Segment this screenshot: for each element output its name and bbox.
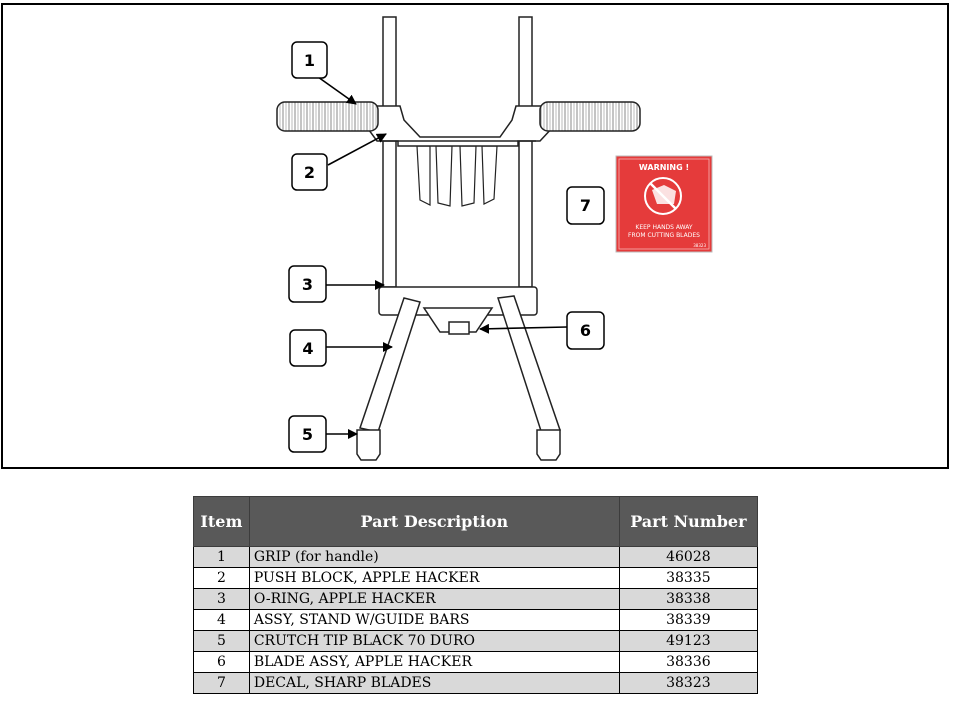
header-part-number: Part Number bbox=[619, 497, 757, 547]
cell-part-number: 38336 bbox=[619, 652, 757, 673]
table-row bbox=[194, 547, 758, 568]
cell-item: 1 bbox=[194, 547, 250, 568]
warning-decal bbox=[616, 156, 712, 252]
cell-description: DECAL, SHARP BLADES bbox=[249, 673, 619, 694]
left-crutch-tip bbox=[357, 430, 380, 460]
cell-description: CRUTCH TIP BLACK 70 DURO bbox=[249, 631, 619, 652]
cell-part-number: 38338 bbox=[619, 589, 757, 610]
cell-part-number: 38323 bbox=[619, 673, 757, 694]
right-crutch-tip bbox=[537, 430, 560, 460]
grips bbox=[277, 102, 640, 131]
callout-3 bbox=[289, 266, 326, 302]
table-row bbox=[194, 631, 758, 652]
cell-item: 3 bbox=[194, 589, 250, 610]
table-row bbox=[194, 673, 758, 694]
callout-5-label: 5 bbox=[301, 425, 314, 444]
cell-item: 6 bbox=[194, 652, 250, 673]
table-row bbox=[194, 568, 758, 589]
leader-2 bbox=[328, 134, 386, 165]
table-row bbox=[194, 610, 758, 631]
left-guide-bar bbox=[383, 17, 396, 287]
cell-description: ASSY, STAND W/GUIDE BARS bbox=[249, 610, 619, 631]
cell-part-number: 49123 bbox=[619, 631, 757, 652]
callout-6-label: 6 bbox=[579, 321, 592, 340]
push-block bbox=[366, 106, 554, 146]
decal-line1: KEEP HANDS AWAY bbox=[635, 224, 693, 231]
callout-2 bbox=[292, 154, 327, 190]
cell-description: BLADE ASSY, APPLE HACKER bbox=[249, 652, 619, 673]
header-description: Part Description bbox=[249, 497, 619, 547]
leader-1 bbox=[318, 77, 356, 104]
callout-5 bbox=[289, 416, 326, 452]
decal-code: 38323 bbox=[693, 243, 706, 248]
cell-item: 7 bbox=[194, 673, 250, 694]
cell-part-number: 46028 bbox=[619, 547, 757, 568]
left-leg bbox=[360, 298, 420, 432]
table-row bbox=[194, 652, 758, 673]
right-guide-bar bbox=[519, 17, 532, 287]
push-block-fins bbox=[417, 146, 497, 206]
table-row bbox=[194, 589, 758, 610]
cell-item: 5 bbox=[194, 631, 250, 652]
cell-item: 4 bbox=[194, 610, 250, 631]
callout-2-label: 2 bbox=[303, 163, 316, 182]
crutch-tips bbox=[357, 430, 560, 460]
cell-description: O-RING, APPLE HACKER bbox=[249, 589, 619, 610]
stand bbox=[360, 287, 560, 434]
callout-4 bbox=[290, 330, 326, 366]
cell-description: GRIP (for handle) bbox=[249, 547, 619, 568]
cell-description: PUSH BLOCK, APPLE HACKER bbox=[249, 568, 619, 589]
cell-part-number: 38339 bbox=[619, 610, 757, 631]
decal-line2: FROM CUTTING BLADES bbox=[628, 232, 700, 239]
parts-table bbox=[193, 496, 758, 694]
cell-part-number: 38335 bbox=[619, 568, 757, 589]
callout-6 bbox=[567, 312, 604, 349]
callout-1-label: 1 bbox=[303, 51, 316, 70]
right-leg bbox=[498, 296, 560, 434]
cell-item: 2 bbox=[194, 568, 250, 589]
table-header-row bbox=[194, 497, 758, 547]
guide-bars bbox=[383, 17, 532, 287]
decal-title: WARNING ! bbox=[638, 163, 690, 172]
callout-7-label: 7 bbox=[579, 196, 592, 215]
right-grip bbox=[540, 102, 640, 131]
callout-3-label: 3 bbox=[301, 275, 314, 294]
leader-6 bbox=[480, 327, 567, 329]
callout-7 bbox=[567, 187, 604, 224]
left-grip bbox=[277, 102, 378, 131]
callout-4-label: 4 bbox=[302, 339, 314, 358]
callout-1 bbox=[292, 42, 327, 78]
header-item: Item bbox=[194, 497, 250, 547]
